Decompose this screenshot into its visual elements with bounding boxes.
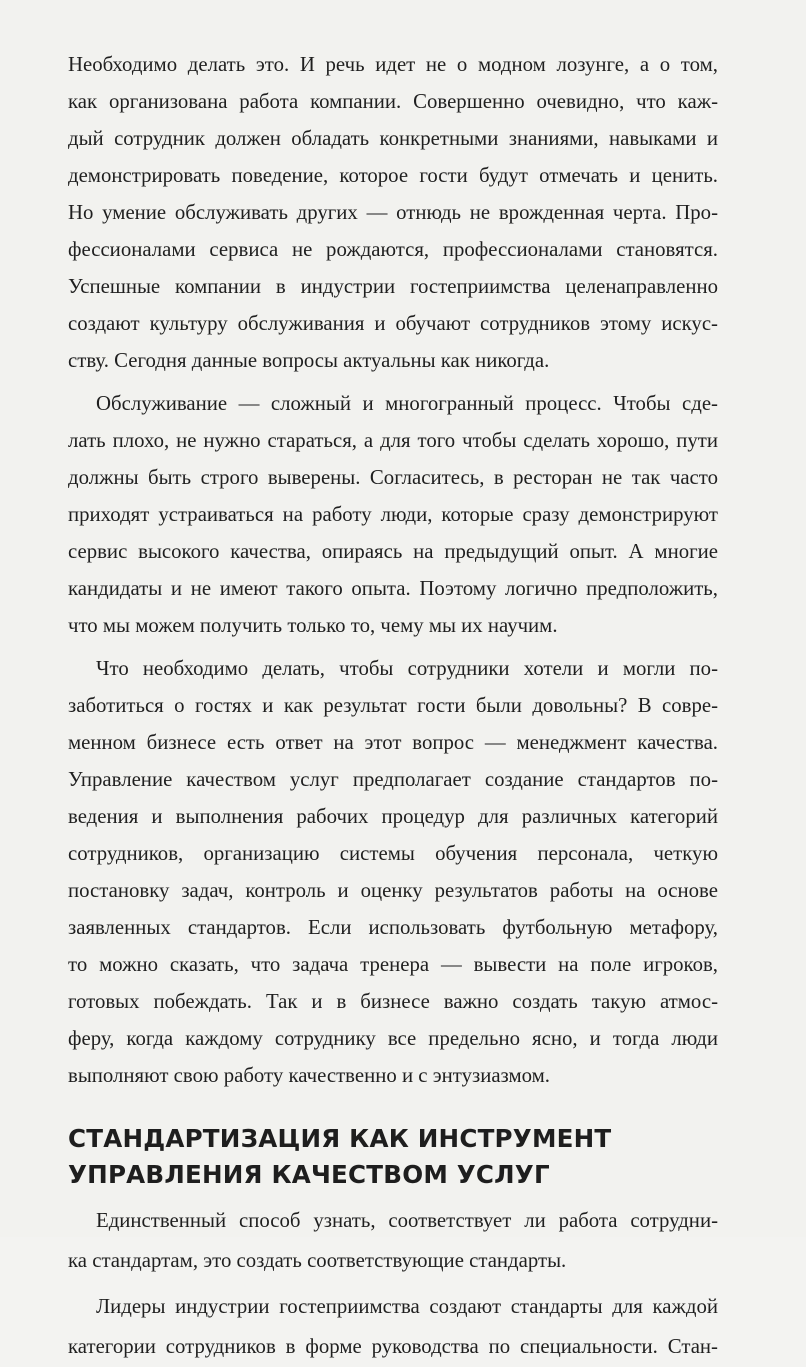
text-line: Успешные компании в индустрии гостеприимства целенаправленно <box>68 275 718 298</box>
page-content <box>68 46 718 1367</box>
section-paragraph-2 <box>68 1287 718 1367</box>
text-line: демонстрировать поведение, которое гости будут отмечать и ценить. <box>68 164 718 187</box>
text-line: дый сотрудник должен обладать конкретными знаниями, навыками и <box>68 127 718 150</box>
text-line: ка стандартам, это создать соответствующие стандарты. <box>68 1249 567 1272</box>
text-line: готовых побеждать. Так и в бизнесе важно создать такую атмос- <box>68 990 718 1013</box>
text-line: феру, когда каждому сотруднику все предельно ясно, и тогда люди <box>68 1027 718 1050</box>
text-line: приходят устраиваться на работу люди, которые сразу демонстрируют <box>68 503 718 526</box>
text-line: как организована работа компании. Совершенно очевидно, что каж- <box>68 90 718 113</box>
text-line: сервис высокого качества, опираясь на предыдущий опыт. А многие <box>68 540 718 563</box>
text-line: Что необходимо делать, чтобы сотрудники хотели и могли по- <box>96 657 718 680</box>
text-line: постановку задач, контроль и оценку результатов работы на основе <box>68 879 718 902</box>
paragraph-3 <box>68 650 718 1094</box>
section-heading-line: УПРАВЛЕНИЯ КАЧЕСТВОМ УСЛУГ <box>68 1160 550 1189</box>
text-line: Единственный способ узнать, соответствует ли работа сотрудни- <box>96 1209 718 1232</box>
text-line: менном бизнесе есть ответ на этот вопрос — менеджмент качества. <box>68 731 718 754</box>
text-line: Обслуживание — сложный и многогранный процесс. Чтобы сде- <box>96 392 718 415</box>
text-line: выполняют свою работу качественно и с энтузиазмом. <box>68 1064 551 1087</box>
text-line: фессионалами сервиса не рождаются, профессионалами становятся. <box>68 238 718 261</box>
section-paragraph-1 <box>68 1201 718 1281</box>
text-line: сотрудников, организацию системы обучения персонала, четкую <box>68 842 718 865</box>
section-heading <box>68 1121 718 1193</box>
text-line: создают культуру обслуживания и обучают сотрудников этому искус- <box>68 312 718 335</box>
text-line: категории сотрудников в форме руководства по специальности. Стан- <box>68 1335 718 1358</box>
text-line: то можно сказать, что задача тренера — вывести на поле игроков, <box>68 953 718 976</box>
text-line: должны быть строго выверены. Согласитесь, в ресторан не так часто <box>68 466 718 489</box>
text-line: лать плохо, не нужно стараться, а для того чтобы сделать хорошо, пути <box>68 429 718 452</box>
text-line: Необходимо делать это. И речь идет не о модном лозунге, а о том, <box>68 53 718 76</box>
text-line: Лидеры индустрии гостеприимства создают стандарты для каждой <box>96 1295 718 1318</box>
text-line: заботиться о гостях и как результат гости были довольны? В совре- <box>68 694 718 717</box>
paragraph-1 <box>68 46 718 379</box>
text-line: Но умение обслуживать других — отнюдь не врожденная черта. Про- <box>68 201 718 224</box>
text-line: ведения и выполнения рабочих процедур для различных категорий <box>68 805 718 828</box>
paragraph-2 <box>68 385 718 644</box>
text-line: кандидаты и не имеют такого опыта. Поэтому логично предположить, <box>68 577 718 600</box>
text-line: ству. Сегодня данные вопросы актуальны как никогда. <box>68 349 550 372</box>
text-line: Управление качеством услуг предполагает создание стандартов по- <box>68 768 718 791</box>
text-line: заявленных стандартов. Если использовать футбольную метафору, <box>68 916 718 939</box>
section-heading-line: СТАНДАРТИЗАЦИЯ КАК ИНСТРУМЕНТ <box>68 1124 612 1153</box>
text-line: что мы можем получить только то, чему мы их научим. <box>68 614 558 637</box>
section-body <box>68 1201 718 1367</box>
